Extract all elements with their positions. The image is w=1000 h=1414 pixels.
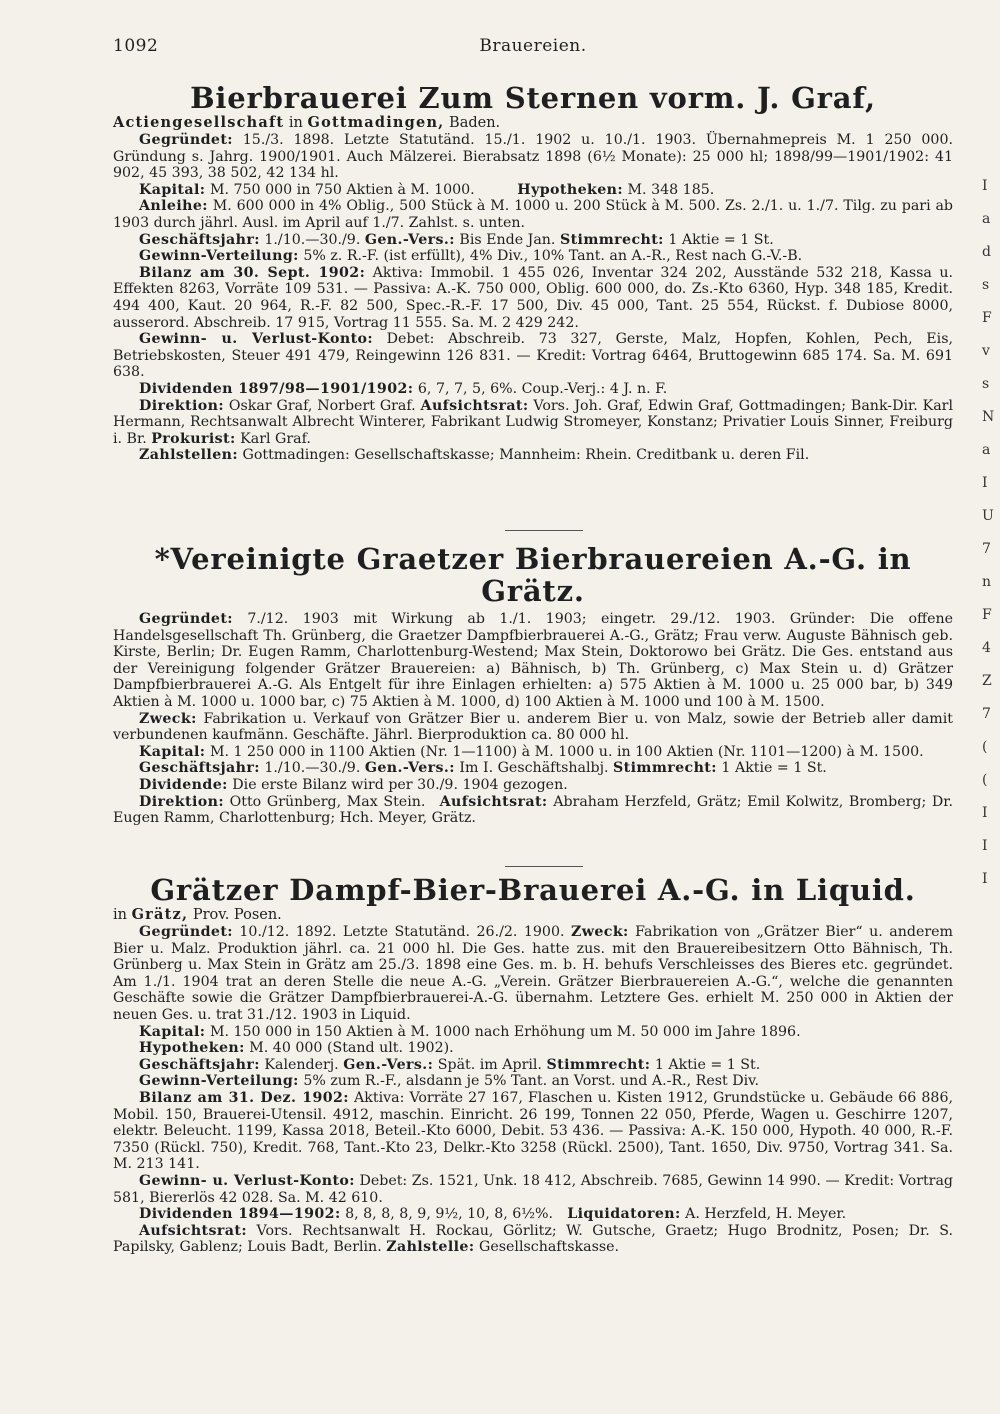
- margin-letter: I: [982, 475, 988, 491]
- section-bilanz: Bilanz am 30. Sept. 1902: Aktiva: Immobil. 1 455 026, Inventar 324 202, Ausstände 532 218, Kassa u. Effekten 8263, Vorräte 109 531. — Passiva: A.-K. 750 000, Oblig. 600 000, do. Zs.-Kto 6360, Hyp. 348 185, Kredit. 494 400, Kaut. 20 964, R.-F. 82 500, Spec.-R.-F. 17 500, Div. 45 000, Tant. 25 554, Rückst. f. Dubiose 8000, ausserord. Abschreib. 17 915, Vortrag 11 555. Sa. M. 2 429 242.: [113, 264, 953, 331]
- section-kapital: Kapital: M. 150 000 in 150 Aktien à M. 1000 nach Erhöhung um M. 50 000 im Jahre 1896.: [139, 1023, 801, 1040]
- margin-letter: I: [982, 805, 988, 821]
- margin-letter: s: [982, 376, 990, 392]
- margin-letter: s: [982, 277, 990, 293]
- entry-subtitle: [113, 906, 953, 924]
- section-gegruendet: Gegründet: 15./3. 1898. Letzte Statutänd. 15./1. 1902 u. 10./1. 1903. Übernahmepreis M. 1 250 000. Gründung s. Jahrg. 1900/1901. Auch Mälzerei. Bierabsatz 1898 (6½ Monate): 25 000 hl; 1898/99—1901/1902: 41 902, 45 393, 38 502, 42 134 hl.: [113, 132, 953, 182]
- margin-letter: v: [982, 343, 990, 359]
- margin-letter: Z: [982, 673, 992, 689]
- region: Baden.: [449, 115, 501, 131]
- in-word: in: [113, 907, 127, 923]
- entry-vereinigte-graetzer: [113, 543, 953, 827]
- margin-letter: I: [982, 838, 988, 854]
- margin-letter: F: [982, 310, 992, 326]
- running-title: Brauereien.: [479, 36, 587, 56]
- section-kapital: Kapital: M. 750 000 in 750 Aktien à M. 1000. Hypotheken: M. 348 185.: [139, 181, 715, 198]
- margin-letter: U: [982, 508, 994, 524]
- page-number: 1092: [113, 36, 159, 56]
- section-bilanz: Bilanz am 31. Dez. 1902: Aktiva: Vorräte 27 167, Flaschen u. Kisten 1912, Grundstücke u. Gebäude 66 886, Mobil. 150, Brauerei-Utensil. 4912, maschin. Einricht. 26 199, Tonnen 22 050, Pferde, Wagen u. Geschirre 1207, elektr. Beleucht. 1199, Kassa 2018, Beteil.-Kto 6000, Debit. 53 436. — Passiva: A.-K. 150 000, Hypoth. 40 000, R.-F. 7350 (Rückl. 750), Kredit. 768, Tant.-Kto 23, Delkr.-Kto 3258 (Rückl. 2500), Tant. 1650, Div. 9750, Vortrag 341. Sa. M. 213 141.: [113, 1089, 953, 1173]
- section-dividende: Dividende: Die erste Bilanz wird per 30./9. 1904 gezogen.: [139, 776, 568, 793]
- company-type: Actiengesellschaft: [113, 114, 285, 131]
- entry-title: *Vereinigte Graetzer Bierbrauereien A.-G. in Grätz.: [154, 542, 912, 608]
- entry-subtitle: [113, 114, 953, 132]
- entry-graetzer-dampf: [113, 874, 953, 1256]
- section-dividenden: Dividenden 1894—1902: 8, 8, 8, 8, 9, 9½, 10, 8, 6½%. Liquidatoren: A. Herzfeld, H. Meyer.: [139, 1206, 847, 1223]
- section-geschaeftsjahr: Geschäftsjahr: Kalenderj. Gen.-Vers.: Spät. im April. Stimmrecht: 1 Aktie = 1 St.: [139, 1056, 761, 1073]
- section-zahlstellen: Zahlstellen: Gottmadingen: Gesellschaftskasse; Mannheim: Rhein. Creditbank u. deren Fil.: [139, 447, 810, 464]
- margin-bleed-letters: [982, 170, 1000, 930]
- margin-letter: a: [982, 211, 991, 227]
- running-head: [113, 36, 953, 58]
- section-geschaeftsjahr: Geschäftsjahr: 1./10.—30./9. Gen.-Vers.: Bis Ende Jan. Stimmrecht: 1 Aktie = 1 St.: [139, 231, 774, 248]
- section-hypotheken: Hypotheken: M. 40 000 (Stand ult. 1902).: [139, 1040, 454, 1057]
- section-aufsichtsrat: Aufsichtsrat: Vors. Rechtsanwalt H. Rockau, Görlitz; W. Gutsche, Graetz; Hugo Brodnitz, Posen; Dr. S. Papilsky, Gablenz; Louis Badt, Berlin. Zahlstelle: Gesellschaftskasse.: [113, 1222, 954, 1256]
- section-gegruendet: Gegründet: 10./12. 1892. Letzte Statutänd. 26./2. 1900. Zweck: Fabrikation von „Grätzer Bier“ u. anderem Bier u. Malz. Produktion jährl. ca. 21 000 hl. Die Ges. hatte zus. mit den Brauereibesitzern Otto Bähnisch, Th. Grünberg u. Max Stein in Grätz am 25./3. 1898 eine Ges. m. b. H. behufs Verschleisses des Bieres etc. gegründet. Am 1./1. 1904 trat an deren Stelle die neue A.-G. „Verein. Grätzer Bierbrauereien A.-G.“, welche die genannten Geschäfte sowie die Grätzer Dampfbierbrauerei-A.-G. übernahm. Letztere Ges. erhielt M. 250 000 in Aktien der neuen Ges. u. trat 31./12. 1903 in Liquid.: [113, 924, 953, 1023]
- entry-divider: [505, 866, 583, 867]
- entry-divider: [505, 530, 583, 531]
- margin-letter: I: [982, 178, 988, 194]
- place: Grätz,: [131, 906, 189, 923]
- margin-letter: n: [982, 574, 992, 590]
- section-direktion: Direktion: Otto Grünberg, Max Stein. Aufsichtsrat: Abraham Herzfeld, Grätz; Emil Kolwitz, Bromberg; Dr. Eugen Ramm, Charlottenburg; Hch. Meyer, Grätz.: [113, 793, 954, 827]
- entry-sternen: [113, 82, 953, 464]
- margin-letter: a: [982, 442, 991, 458]
- in-word: in: [288, 115, 303, 131]
- margin-letter: 4: [982, 640, 991, 656]
- entry-title: Grätzer Dampf-Bier-Brauerei A.-G. in Liquid.: [150, 873, 916, 907]
- section-geschaeftsjahr: Geschäftsjahr: 1./10.—30./9. Gen.-Vers.: Im I. Geschäftshalbj. Stimmrecht: 1 Aktie = 1 St.: [139, 760, 827, 777]
- margin-letter: N: [982, 409, 995, 425]
- section-dividenden: Dividenden 1897/98—1901/1902: 6, 7, 7, 5, 6%. Coup.-Verj.: 4 J. n. F.: [139, 380, 668, 397]
- margin-letter: (: [982, 739, 988, 755]
- section-gewinn-verteilung: Gewinn-Verteilung: 5% zum R.-F., alsdann je 5% Tant. an Vorst. und A.-R., Rest Div.: [139, 1073, 759, 1090]
- section-zweck: Zweck: Fabrikation u. Verkauf von Grätzer Bier u. anderem Bier u. von Malz, sowie der Betrieb aller damit verbundenen kaufmänn. Geschäfte. Jährl. Bierproduktion ca. 80 000 hl.: [113, 710, 953, 744]
- section-anleihe: Anleihe: M. 600 000 in 4% Oblig., 500 Stück à M. 1000 u. 200 Stück à M. 500. Zs. 2./1. u. 1./7. Tilg. zu pari ab 1903 durch jährl. Ausl. im April auf 1./7. Zahlst. s. unten.: [113, 198, 953, 231]
- section-gegruendet: Gegründet: 7./12. 1903 mit Wirkung ab 1./1. 1903; eingetr. 29./12. 1903. Gründer: Die offene Handelsgesellschaft Th. Grünberg, die Graetzer Dampfbierbrauerei A.-G., Grätz; Frau verw. Auguste Bähnisch geb. Kirste, Berlin; Dr. Eugen Ramm, Charlottenburg-Westend; Max Stein, Doktorowo bei Grätz. Die Ges. entstand aus der Vereinigung folgender Grätzer Brauereien: a) Bähnisch, b) Th. Grünberg, c) Max Stein u. d) Grätzer Dampfbierbrauerei A.-G. Als Entgelt für ihre Einlagen erhielten: a) 575 Aktien à M. 1000 u. 25 000 bar, b) 349 Aktien à M. 1000 u. 1000 bar, c) 75 Aktien à M. 1000, d) 100 Aktien à M. 1000 und 100 à M. 1500.: [113, 611, 953, 710]
- margin-letter: F: [982, 607, 992, 623]
- section-kapital: Kapital: M. 1 250 000 in 1100 Aktien (Nr. 1—1100) à M. 1000 u. in 100 Aktien (Nr. 1101—1200) à M. 1500.: [139, 743, 924, 760]
- section-gewinn-verlust: Gewinn- u. Verlust-Konto: Debet: Abschreib. 73 327, Gerste, Malz, Hopfen, Kohlen, Pech, Eis, Betriebskosten, Steuer 491 479, Reingewinn 126 831. — Kredit: Vortrag 6464, Bruttogewinn 685 174. Sa. M. 691 638.: [113, 331, 953, 381]
- place: Gottmadingen,: [307, 114, 445, 131]
- margin-letter: d: [982, 244, 991, 260]
- region: Prov. Posen.: [192, 907, 282, 923]
- entry-title: Bierbrauerei Zum Sternen vorm. J. Graf,: [190, 81, 876, 115]
- margin-letter: (: [982, 772, 988, 788]
- margin-letter: 7: [982, 541, 991, 557]
- section-direktion: Direktion: Oskar Graf, Norbert Graf. Aufsichtsrat: Vors. Joh. Graf, Edwin Graf, Gottmadingen; Bank-Dir. Karl Hermann, Rechtsanwalt Albrecht Winterer, Fabrikant Ludwig Stromeyer, Konstanz; Privatier Louis Sinner, Freiburg i. Br. Prokurist: Karl Graf.: [113, 397, 953, 447]
- margin-letter: 7: [982, 706, 991, 722]
- section-gewinn-verlust: Gewinn- u. Verlust-Konto: Debet: Zs. 1521, Unk. 18 412, Abschreib. 7685, Gewinn 14 990. — Kredit: Vortrag 581, Biererlös 42 028. Sa. M. 42 610.: [113, 1172, 953, 1206]
- margin-letter: I: [982, 871, 988, 887]
- section-gewinn-verteilung: Gewinn-Verteilung: 5% z. R.-F. (ist erfüllt), 4% Div., 10% Tant. an A.-R., Rest nach G.-V.-B.: [139, 248, 803, 265]
